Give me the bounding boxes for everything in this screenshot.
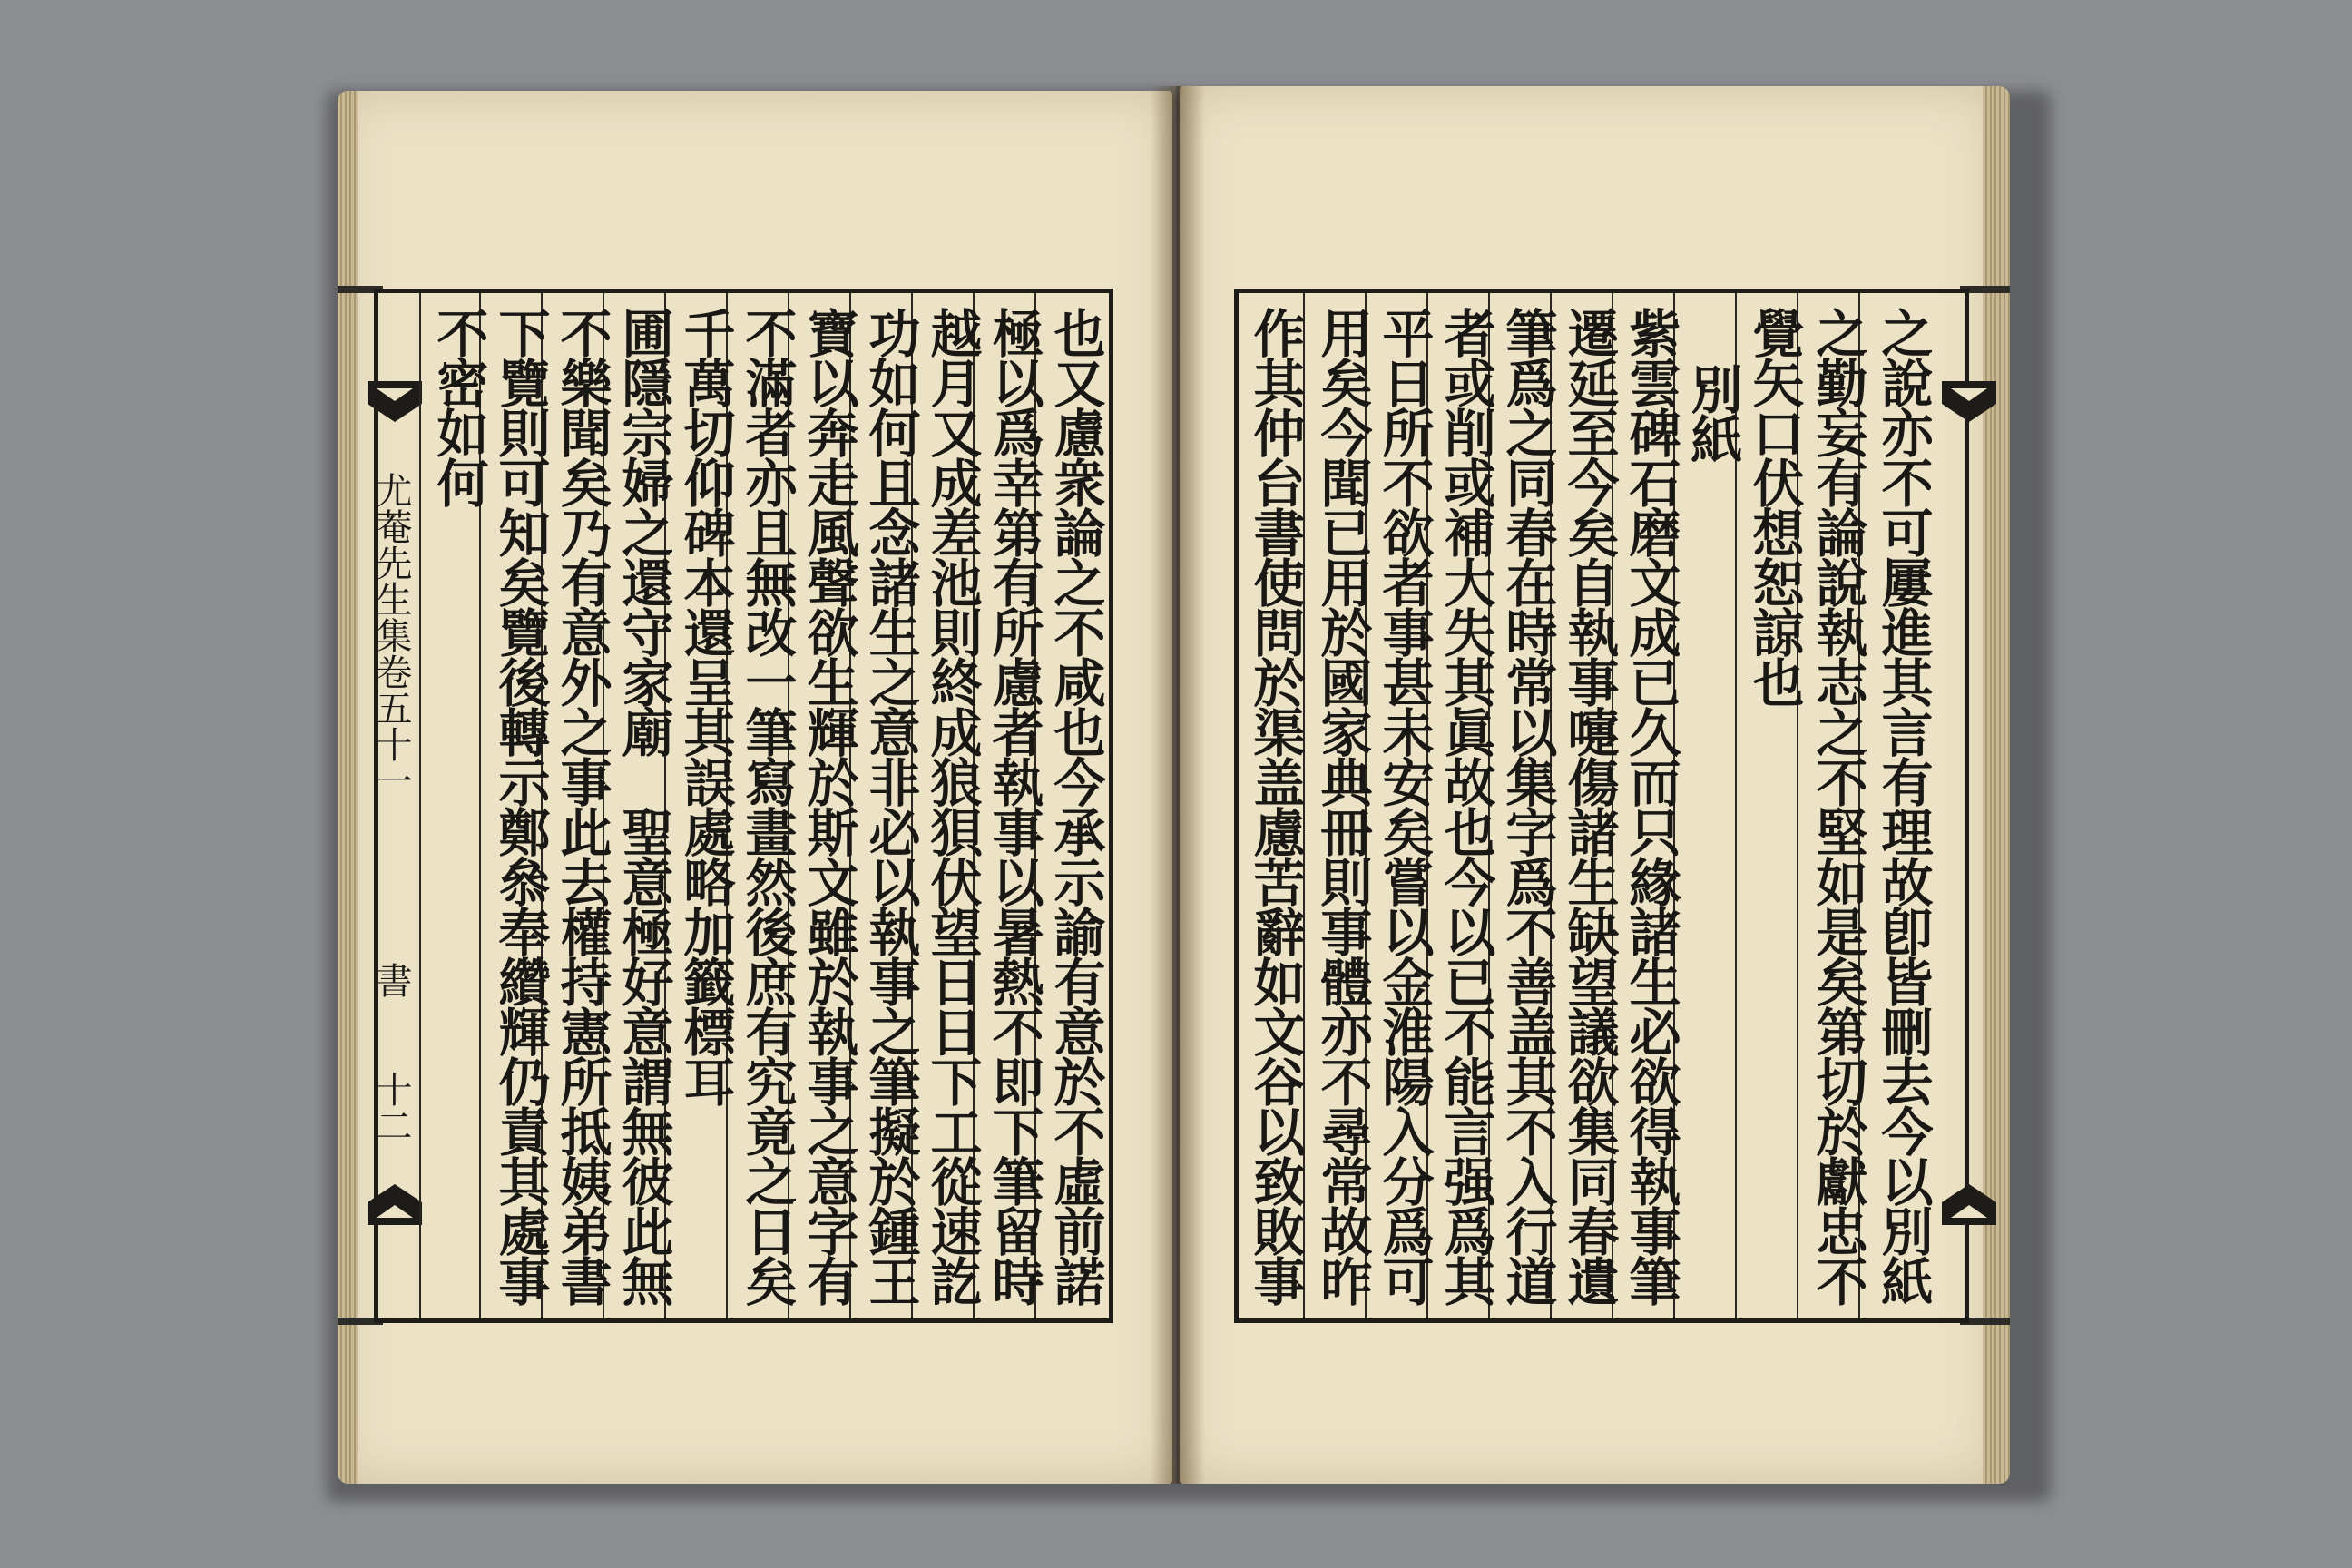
- center-column-page: 十二: [370, 1071, 412, 1143]
- center-column-section: 書: [370, 962, 412, 998]
- right-text-column-6: 遷延至今矣自執事嚏傷諸生缺望議欲集同春遺: [1559, 307, 1620, 1305]
- book-gutter: [1151, 86, 1205, 1484]
- left-text-column-6: 不滿者亦且無改一筆寫畫然後庶有究竟之日矣: [737, 307, 798, 1305]
- left-text-column-7: 千萬切仰碑本還呈其誤處略加籤標耳: [675, 307, 736, 1105]
- right-text-column-4: 別紙: [1682, 363, 1743, 463]
- right-text-column-11: 作其仲台書使問於渠盖慮苦辭如文谷以致敗事: [1245, 307, 1306, 1305]
- right-page-edge: [1983, 86, 2010, 1484]
- right-text-column-10: 用矣今聞已用於國家典冊則事體亦不尋常故昨: [1312, 307, 1373, 1305]
- right-text-column-3: 覺矢口伏想恕諒也: [1744, 307, 1805, 706]
- left-text-column-3: 越月又成差池則終成狼狽伏望日日下工從速訖: [922, 307, 983, 1305]
- right-text-column-9: 平日所不欲者事甚未安矣嘗以金淮陽入分爲可: [1374, 307, 1435, 1305]
- left-text-column-4: 功如何且念諸生之意非必以執事之筆擬於鍾王: [860, 307, 921, 1305]
- right-text-column-1: 之說亦不可屢進其言有理故卽皆刪去今以別紙: [1873, 307, 1934, 1305]
- fishtail-bottom-left-icon: [368, 1161, 422, 1225]
- fishtail-top-right-icon: [1942, 381, 1996, 445]
- right-text-column-5: 紫雲碑石磨文成已久而只緣諸生必欲得執事筆: [1621, 307, 1681, 1305]
- left-page-edge: [338, 91, 358, 1484]
- right-text-column-7: 筆爲之同春在時常以集字爲不善盖其不入行道: [1497, 307, 1558, 1305]
- left-text-column-11: 不密如何: [428, 307, 489, 506]
- column-rule: [419, 293, 421, 1318]
- left-text-column-10: 下覽則可知矣覽後轉示鄭叅奉纘輝仍責其處事: [490, 307, 551, 1305]
- left-text-column-9: 不樂聞矣乃有意外之事此去權持憲所抵姨弟書: [552, 307, 612, 1305]
- fishtail-bottom-right-icon: [1942, 1161, 1996, 1225]
- right-text-column-8: 者或削或補大失其眞故也今以已不能言强爲其: [1436, 307, 1496, 1305]
- left-text-column-1: 也又慮衆論之不咸也今承示諭有意於不虛前諾: [1045, 307, 1106, 1305]
- left-text-column-8: 圃隱宗婦之還守家廟 聖意極好意謂無彼此無: [613, 307, 674, 1305]
- left-text-column-5: 寶以奔走風聲欲生輝於斯文雖於執事之意字有: [799, 307, 859, 1305]
- fishtail-top-left-icon: [368, 381, 422, 445]
- right-text-column-2: 之勤妄有論說執志之不堅如是矣第切於獻忠不: [1808, 307, 1868, 1305]
- center-column-title: 尤菴先生集卷五十一: [370, 472, 412, 799]
- left-text-column-2: 極以爲幸第有所慮者執事以暑熱不即下筆留時: [984, 307, 1044, 1305]
